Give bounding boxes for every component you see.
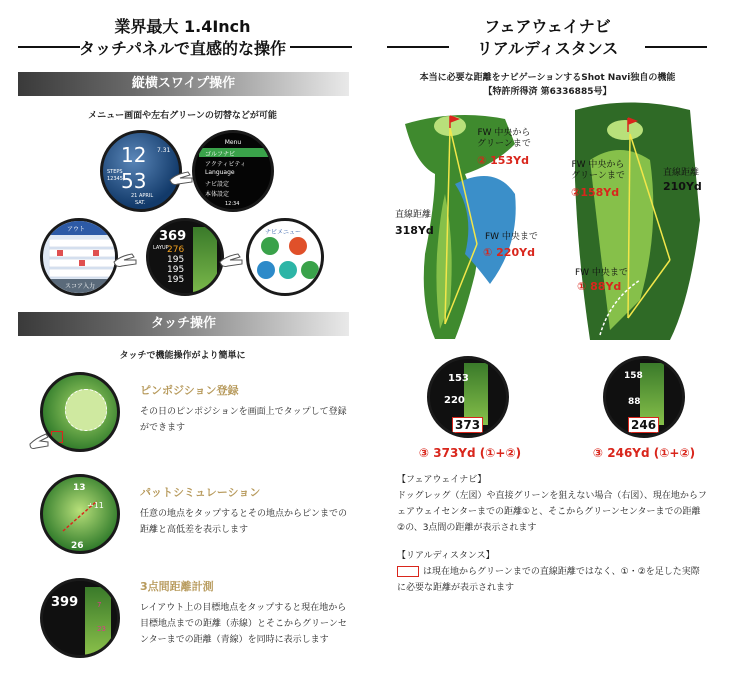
map1-d1: ① 220Yd [483, 246, 535, 259]
right-headline-1: フェアウェイナビ [484, 17, 611, 36]
map1-fw-to-green-label: FW 中央から グリーンまで [477, 128, 531, 149]
nav-watch[interactable] [146, 218, 224, 296]
green-shape[interactable] [65, 389, 107, 431]
nav-d1: 276 [167, 245, 185, 255]
left-headline-1: 業界最大 1.4Inch [114, 17, 251, 36]
nav-d4: 195 [167, 275, 185, 285]
steps-count: 12345 [107, 176, 123, 182]
touch-caption: タッチで機能操作がより簡単に [119, 351, 246, 361]
blind-course-map [570, 100, 705, 345]
fairway-navi-heading: 【フェアウェイナビ】 [397, 475, 487, 485]
map2-d2: ②158Yd [571, 186, 620, 199]
app-icon-1[interactable] [261, 237, 279, 255]
result-watch-2[interactable] [603, 356, 685, 438]
app-icon-5[interactable] [301, 261, 319, 279]
map2-fw-to-green-label: FW 中央から グリーンまで [571, 160, 625, 181]
nav-d3: 195 [167, 265, 185, 275]
score-footer[interactable]: スコア入力 [65, 283, 96, 290]
menu-title: Menu [224, 139, 242, 146]
map2-d1: ① 88Yd [577, 280, 622, 293]
fairway-navi-body: ドッグレッグ（左図）や直接グリーンを狙えない場合（右図）、現在地からフェアウェイセンターまでの距離①と、そこからグリーンセンターまでの距離②の、3点間の距離が表示されます [397, 491, 707, 533]
clock-day: 21 APRIL [131, 193, 154, 199]
apps-header: ナビメニュー [265, 229, 302, 236]
real-distance-text: は現在地からグリーンまでの直線距離ではなく、①・②を足した実際に必要な距離が表示されます [397, 567, 700, 593]
score-header: アウト [67, 226, 86, 233]
putt-line [57, 491, 107, 541]
swipe-caption: メニュー画面や左右グリーンの切替などが可能 [88, 111, 277, 121]
three-red: 7 [97, 601, 102, 609]
menu-item-device-settings[interactable]: 本体設定 [205, 191, 230, 198]
swipe-hand-icon-2 [112, 250, 140, 272]
feature-desc-three-point: レイアウト上の目標地点をタップすると現在地から目標地点までの距離（赤線）とそこからグリーンセンターまでの距離（青線）を同時に表示します [140, 603, 347, 645]
putt-elevation: +11 [87, 501, 104, 510]
right-headline-2: リアルディスタンス [476, 39, 619, 58]
clock-hour: 12 [121, 143, 147, 167]
real-distance-heading: 【リアルディスタンス】 [397, 551, 495, 561]
clock-minute: 53 [121, 169, 147, 193]
red-box-marker [397, 566, 419, 577]
pin-button[interactable] [51, 431, 63, 443]
map2-fw-center-label: FW 中央まで [575, 268, 628, 278]
map1-d2: ② 153Yd [477, 154, 529, 167]
feature-title-pin: ピンポジション登録 [140, 384, 239, 397]
feature-title-putt: パットシミュレーション [140, 486, 261, 499]
feature-desc-putt: 任意の地点をタップするとその地点からピンまでの距離と高低差を表示します [140, 509, 348, 535]
score-grid [49, 239, 115, 279]
menu-clock: 12:34 [225, 201, 240, 207]
three-blue: 23 [97, 625, 106, 633]
putt-distance: 13 [73, 483, 86, 493]
map1-straight: 318Yd [395, 224, 434, 237]
result-text-2: ③ 246Yd (①+②) [592, 446, 696, 460]
nav-layup-label: LAYUP [153, 245, 169, 251]
menu-watch[interactable] [192, 130, 274, 212]
app-icon-2[interactable] [289, 237, 307, 255]
nav-course-strip [193, 227, 217, 293]
intro-line-2: 【特許所得済 第6336885号】 [483, 87, 612, 97]
result2-course [640, 363, 664, 425]
map2-straight-label: 直線距離 [663, 168, 700, 178]
nav-d2: 195 [167, 255, 185, 265]
result2-b: 88 [628, 397, 641, 407]
three-course-strip [85, 587, 111, 655]
right-column [365, 0, 730, 681]
menu-item-golf-navi[interactable]: ゴルフナビ [205, 151, 236, 158]
result1-c: 373 [452, 417, 483, 433]
three-distance: 399 [51, 595, 79, 610]
clock-weekday: SAT. [135, 200, 146, 206]
menu-item-navi-settings[interactable]: ナビ設定 [205, 181, 230, 188]
putt-yd: 26 [71, 541, 84, 551]
result2-a: 158 [624, 371, 643, 381]
left-headline-2: タッチパネルで直感的な操作 [78, 39, 287, 58]
steps-label: STEPS [107, 169, 123, 175]
apps-watch[interactable] [246, 218, 324, 296]
result1-b: 220 [444, 395, 465, 406]
menu-item-activity[interactable]: アクティビティ [205, 161, 246, 168]
app-icon-4[interactable] [279, 261, 297, 279]
swipe-band: 縦横スワイプ操作 [18, 72, 349, 96]
pin-position-watch[interactable] [40, 372, 120, 452]
result1-a: 153 [448, 373, 469, 384]
result-watch-1[interactable] [427, 356, 509, 438]
map2-straight: 210Yd [663, 180, 702, 193]
tap-hand-icon [26, 430, 52, 452]
putt-simulation-watch[interactable] [40, 474, 120, 554]
app-icon-3[interactable] [257, 261, 275, 279]
map1-straight-label: 直線距離 [395, 210, 432, 220]
touch-band: タッチ操作 [18, 312, 349, 336]
real-distance-body [397, 564, 707, 596]
result-text-1: ③ 373Yd (①+②) [418, 446, 522, 460]
intro-line-1: 本当に必要な距離をナビゲーションするShot Navi独自の機能 [419, 73, 676, 83]
feature-desc-pin: その日のピンポジションを画面上でタップして登録ができます [140, 407, 347, 433]
clock-date: 7.31 [157, 147, 171, 154]
swipe-hand-icon-3 [218, 250, 246, 272]
menu-item-language[interactable]: Language [205, 169, 235, 176]
map1-fw-center-label: FW 中央まで [485, 232, 538, 242]
nav-big-distance: 369 [159, 229, 187, 244]
feature-title-three-point: 3点間距離計測 [140, 580, 214, 593]
three-point-watch[interactable] [40, 578, 120, 658]
score-watch[interactable] [40, 218, 118, 296]
result2-c: 246 [628, 417, 659, 433]
